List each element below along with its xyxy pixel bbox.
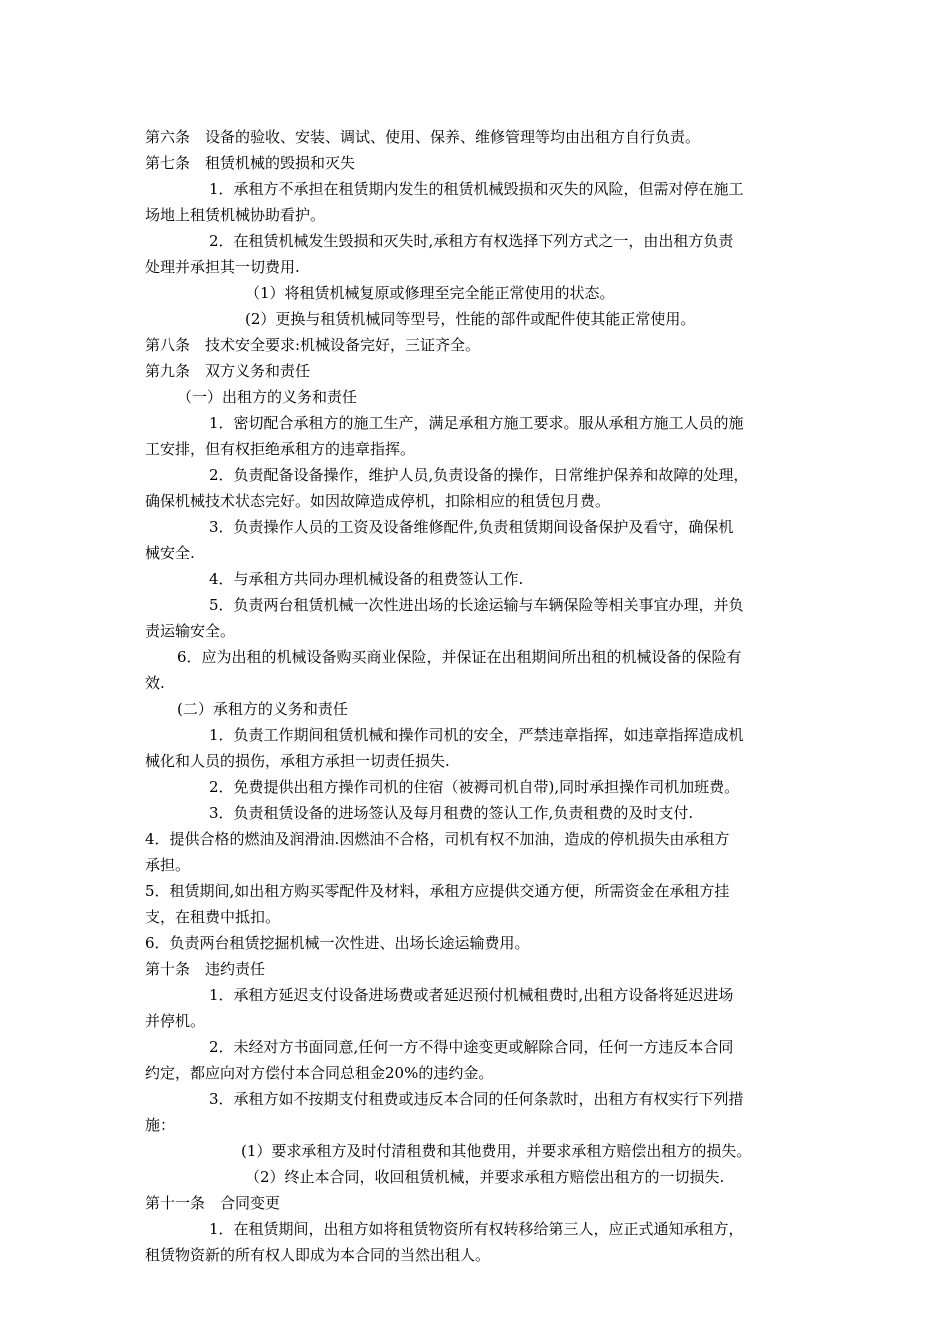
text-line: 约定，都应向对方偿付本合同总租金20%的违约金。 [145, 1064, 494, 1082]
article-9-heading: 第九条 双方义务和责任 [145, 362, 311, 380]
text-line: 1．在租赁期间，出租方如将租赁物资所有权转移给第三人，应正式通知承租方， [209, 1220, 744, 1238]
text-line: 2．负责配备设备操作，维护人员,负责设备的操作，日常维护保养和故障的处理， [209, 466, 749, 484]
text-line: 确保机械技术状态完好。如因故障造成停机，扣除相应的租赁包月费。 [145, 492, 611, 510]
text-line: 4．提供合格的燃油及润滑油.因燃油不合格，司机有权不加油，造成的停机损失由承租方 [145, 830, 730, 848]
text-line: 施： [145, 1116, 176, 1134]
text-line: 6．负责两台租赁挖掘机械一次性进、出场长途运输费用。 [145, 934, 530, 952]
text-line: 3．负责操作人员的工资及设备维修配件,负责租赁期间设备保护及看守，确保机 [209, 518, 734, 536]
text-line: （2）终止本合同，收回租赁机械，并要求承租方赔偿出租方的一切损失. [245, 1168, 725, 1186]
text-line: 2．未经对方书面同意,任何一方不得中途变更或解除合同，任何一方违反本合同 [209, 1038, 734, 1056]
text-line: 承担。 [145, 856, 191, 874]
article-7-heading: 第七条 租赁机械的毁损和灭失 [145, 154, 356, 172]
contract-text [145, 124, 815, 1268]
text-line: 效. [145, 674, 165, 692]
text-line: 械化和人员的损伤，承租方承担一切责任损失. [145, 752, 450, 770]
text-line: 5．租赁期间,如出租方购买零配件及材料，承租方应提供交通方便，所需资金在承租方挂 [145, 882, 730, 900]
text-line: 租赁物资新的所有权人即成为本合同的当然出租人。 [145, 1246, 491, 1264]
text-line: 2．在租赁机械发生毁损和灭失时,承租方有权选择下列方式之一，由出租方负责 [209, 232, 734, 250]
text-line: 支，在租费中抵扣。 [145, 908, 281, 926]
text-line: 责运输安全。 [145, 622, 236, 640]
text-line: 并停机。 [145, 1012, 206, 1030]
text-line: 工安排，但有权拒绝承租方的违章指挥。 [145, 440, 416, 458]
text-line: 1．承租方不承担在租赁期内发生的租赁机械毁损和灭失的风险，但需对停在施工 [209, 180, 744, 198]
text-line: 1．承租方延迟支付设备进场费或者延迟预付机械租费时,出租方设备将延迟进场 [209, 986, 734, 1004]
text-line: 3．负责租赁设备的进场签认及每月租费的签认工作,负责租费的及时支付. [209, 804, 694, 822]
text-line: (2）更换与租赁机械同等型号，性能的部件或配件使其能正常使用。 [245, 310, 696, 328]
section-heading: （一）出租方的义务和责任 [177, 388, 358, 406]
text-line: 1．负责工作期间租赁机械和操作司机的安全，严禁违章指挥，如违章指挥造成机 [209, 726, 744, 744]
text-line: 6．应为出租的机械设备购买商业保险，并保证在出租期间所出租的机械设备的保险有 [177, 648, 742, 666]
text-line: 1．密切配合承租方的施工生产，满足承租方施工要求。服从承租方施工人员的施 [209, 414, 744, 432]
text-line: 4．与承租方共同办理机械设备的租费签认工作. [209, 570, 524, 588]
text-line: 5．负责两台租赁机械一次性进出场的长途运输与车辆保险等相关事宜办理，并负 [209, 596, 744, 614]
text-line: 械安全. [145, 544, 195, 562]
text-line: 2．免费提供出租方操作司机的住宿（被褥司机自带),同时承担操作司机加班费。 [209, 778, 740, 796]
text-line: 3．承租方如不按期支付租费或违反本合同的任何条款时，出租方有权实行下列措 [209, 1090, 744, 1108]
text-line: 场地上租赁机械协助看护。 [145, 206, 326, 224]
text-line: 处理并承担其一切费用. [145, 258, 300, 276]
article-6: 第六条 设备的验收、安装、调试、使用、保养、维修管理等均由出租方自行负责。 [145, 128, 701, 146]
article-11-heading: 第十一条 合同变更 [145, 1194, 281, 1212]
text-line: （1）将租赁机械复原或修理至完全能正常使用的状态。 [245, 284, 615, 302]
article-8: 第八条 技术安全要求:机械设备完好，三证齐全。 [145, 336, 481, 354]
article-10-heading: 第十条 违约责任 [145, 960, 266, 978]
text-line: (1）要求承租方及时付清租费和其他费用，并要求承租方赔偿出租方的损失。 [241, 1142, 752, 1160]
section-heading: (二）承租方的义务和责任 [177, 700, 348, 718]
